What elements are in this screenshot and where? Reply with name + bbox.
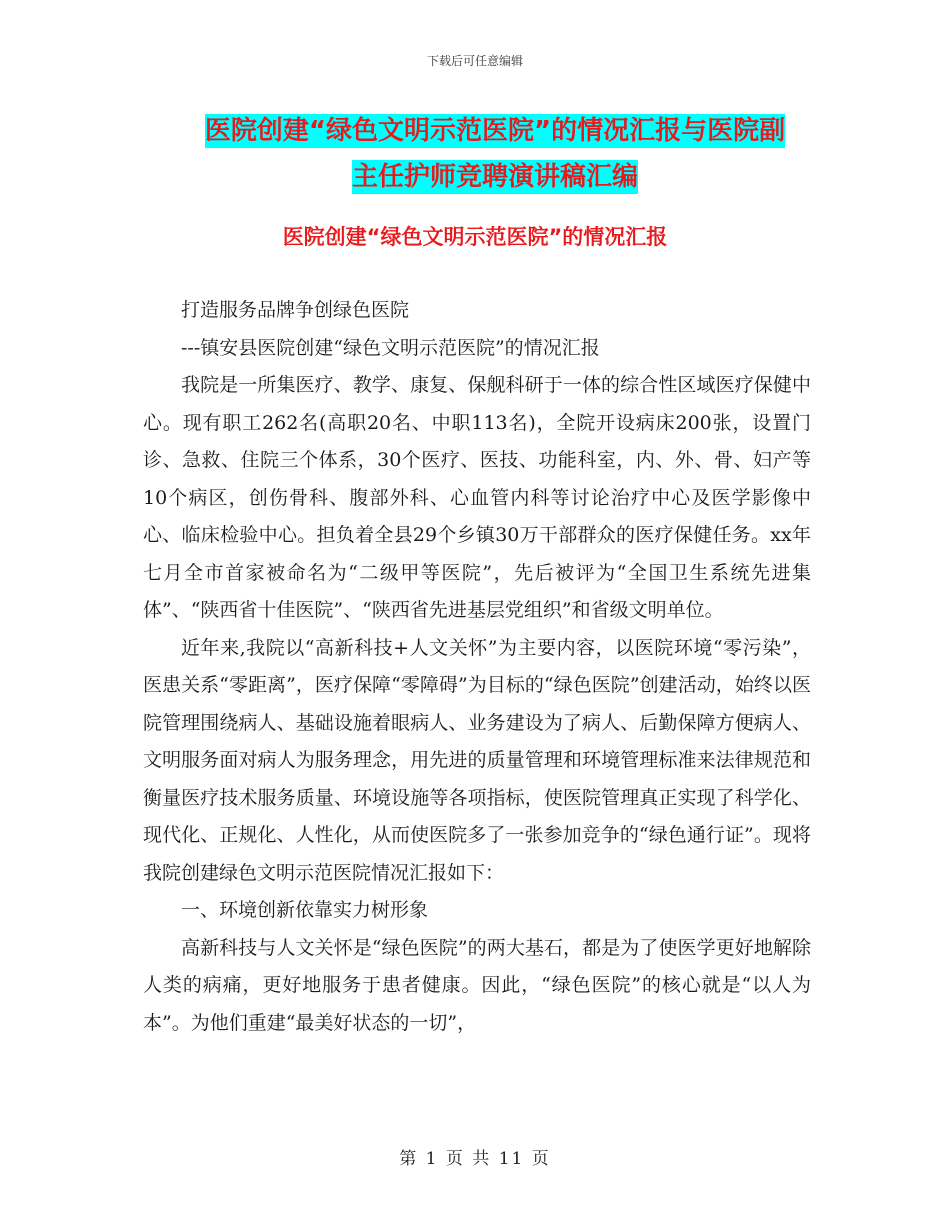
main-title-line-2 — [150, 150, 840, 204]
main-title-line-1-text: 医院创建“绿色文明示范医院”的情况汇报与医院副 — [204, 116, 786, 146]
paragraph-intro: 我院是一所集医疗、教学、康复、保舰科研于一体的综合性区域医疗保健中心。现有职工262名(高职20名、中职113名)，全院开设病床200张，设置门诊、急救、住院三个体系，30个医疗、医技、功能科室，内、外、骨、妇产等10个病区，创伤骨科、腹部外科、心血管内科等讨论治疗中心及医学影像中心、临床检验中心。担负着全县29个乡镇30万干部群众的医疗保健任务。xx年七月全市首家被命名为“二级甲等医院”，先后被评为“全国卫生系统先进集体”、“陕西省十佳医院”、“陕西省先进基层党组织”和省级文明单位。 — [143, 374, 811, 621]
main-title-line-2-text: 主任护师竞聘演讲稿汇编 — [351, 162, 638, 192]
paragraph-heading-one: 一、环境创新依靠实力树形象 — [181, 899, 429, 921]
paragraph-report-title: ---镇安县医院创建“绿色文明示范医院”的情况汇报 — [181, 336, 600, 359]
page-footer: 第 1 页 共 11 页 — [399, 1149, 551, 1169]
paragraph-recent-years: 近年来,我院以“高新科技+人文关怀”为主要内容，以医院环境“零污染”，医患关系“零距离”，医疗保障“零障碍”为目标的“绿色医院”创建活动，始终以医院管理围绕病人、基础设施着眼病人、业务建设为了病人、后勤保障方便病人、文明服务面对病人为服务理念，用先进的质量管理和环境管理标准来法律规范和衡量医疗技术服务质量、环境设施等各项指标，使医院管理真正实现了科学化、现代化、正规化、人性化，从而使医院多了一张参加竞争的“绿色通行证”。现将我院创建绿色文明示范医院情况汇报如下： — [143, 636, 811, 884]
header-note: 下载后可任意编辑 — [426, 54, 523, 68]
paragraph-subtitle: 打造服务品牌争创绿色医院 — [181, 299, 410, 321]
body-text — [143, 292, 811, 1042]
paragraph-tech-humanity: 高新科技与人文关怀是“绿色医院”的两大基石，都是为了使医学更好地解除人类的病痛，更好地服务于患者健康。因此，“绿色医院”的核心就是“以人为本”。为他们重建“最美好状态的一切”， — [143, 936, 811, 1034]
section-title: 医院创建“绿色文明示范医院”的情况汇报 — [282, 225, 668, 249]
